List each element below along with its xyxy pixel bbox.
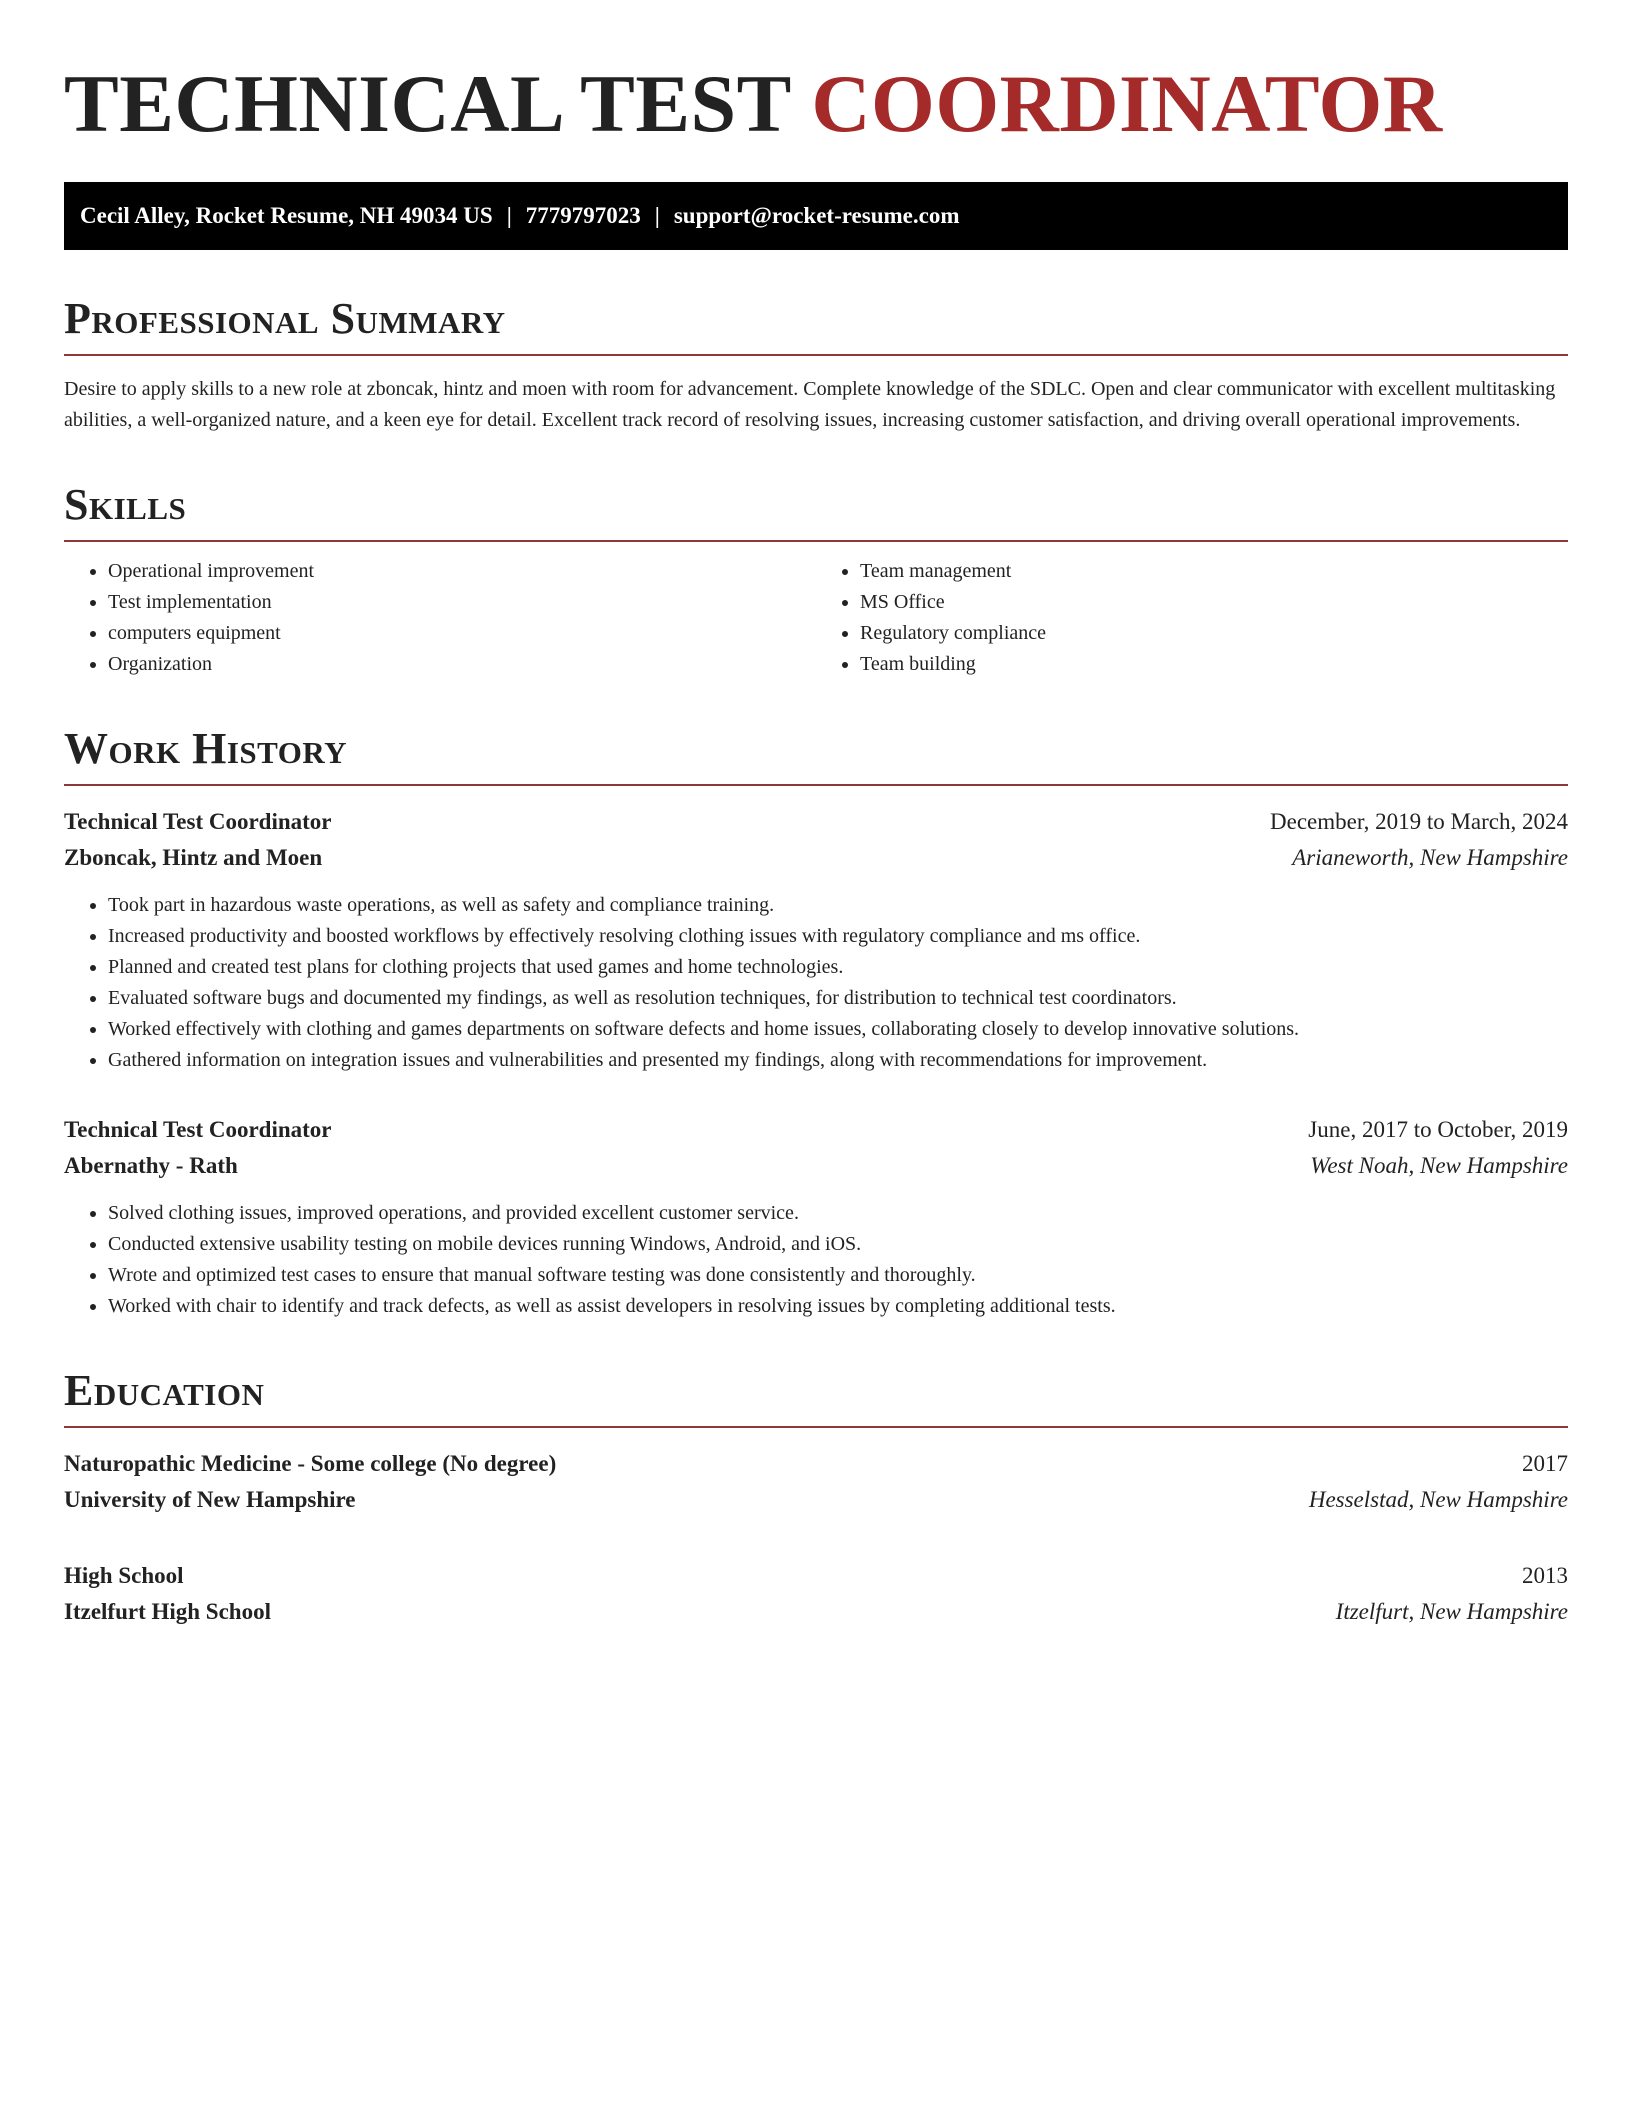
job-bullet: • Worked with chair to identify and track defects, as well as assist developers in resolving issues by completing additional tests. [108,1291,1568,1322]
education-header-row [64,1446,1568,1482]
skill-item: • Organization [108,649,816,680]
summary-heading: Professional Summary [64,294,506,343]
education-school-row [64,1482,1568,1518]
job-entry [64,1112,1568,1322]
job-bullet: • Took part in hazardous waste operations, as well as safety and compliance training. [108,890,1568,921]
contact-phone: 7779797023 [525,203,641,228]
job-bullet: • Worked effectively with clothing and games departments on software defects and home issues, collaborating closely to develop innovative solutions. [108,1014,1568,1045]
work-heading: Work History [64,724,348,773]
education-degree: Naturopathic Medicine - Some college (No degree) [64,1451,557,1476]
education-year: 2017 [1522,1451,1568,1476]
title-primary: TECHNICAL TEST [64,58,812,149]
skill-item: • Team building [860,649,1568,680]
job-bullets [64,890,1568,1076]
education-school: Itzelfurt High School [64,1599,271,1624]
job-bullet: • Wrote and optimized test cases to ensure that manual software testing was done consistently and thoroughly. [108,1260,1568,1291]
skill-item: • Regulatory compliance [860,618,1568,649]
education-school-row [64,1594,1568,1630]
skill-item: • MS Office [860,587,1568,618]
skill-item: • Operational improvement [108,556,816,587]
contact-bar [64,182,1568,250]
job-bullet: • Planned and created test plans for clothing projects that used games and home technologies. [108,952,1568,983]
summary-text: Desire to apply skills to a new role at zboncak, hintz and moen with room for advancement. Complete knowledge of the SDLC. Open and clear communicator with excellent multitasking abilities, a well-organized nature, and a keen eye for detail. Excellent track record of resolving issues, increasing customer satisfaction, and driving overall operational improvements. [64,378,1556,431]
title-accent: COORDINATOR [811,58,1443,149]
section-divider [64,540,1568,542]
education-entry [64,1446,1568,1518]
education-location: Itzelfurt, New Hampshire [1335,1599,1568,1624]
job-company-row [64,1148,1568,1184]
education-degree: High School [64,1563,184,1588]
education-location: Hesselstad, New Hampshire [1308,1487,1568,1512]
contact-separator: | [654,203,660,228]
job-bullet: • Evaluated software bugs and documented my findings, as well as resolution techniques, for distribution to technical test coordinators. [108,983,1568,1014]
job-bullet: • Solved clothing issues, improved operations, and provided excellent customer service. [108,1198,1568,1229]
job-header-row [64,1112,1568,1148]
section-divider [64,1426,1568,1428]
contact-address: Cecil Alley, Rocket Resume, NH 49034 US [80,203,493,228]
job-bullet: • Conducted extensive usability testing on mobile devices running Windows, Android, and iOS. [108,1229,1568,1260]
section-divider [64,784,1568,786]
skills-heading: Skills [64,480,187,529]
skills-list [64,556,1568,680]
skill-item: • computers equipment [108,618,816,649]
job-company-row [64,840,1568,876]
job-header-row [64,804,1568,840]
job-entry [64,804,1568,1076]
job-location: Arianeworth, New Hampshire [1292,845,1568,870]
education-header-row [64,1558,1568,1594]
job-bullets [64,1198,1568,1322]
skill-item: • Team management [860,556,1568,587]
job-bullet: • Increased productivity and boosted workflows by effectively resolving clothing issues with regulatory compliance and ms office. [108,921,1568,952]
job-bullet: • Gathered information on integration issues and vulnerabilities and presented my findings, along with recommendations for improvement. [108,1045,1568,1076]
job-company: Zboncak, Hintz and Moen [64,845,323,870]
job-title: Technical Test Coordinator [64,809,332,834]
education-school: University of New Hampshire [64,1487,356,1512]
education-entry [64,1558,1568,1630]
job-title: Technical Test Coordinator [64,1117,332,1142]
resume-title [64,56,1568,152]
job-dates: December, 2019 to March, 2024 [1270,809,1568,834]
skills-column-left [64,556,816,680]
job-location: West Noah, New Hampshire [1310,1153,1568,1178]
skill-item: • Test implementation [108,587,816,618]
skills-column-right [816,556,1568,680]
education-heading: Education [64,1366,265,1415]
job-company: Abernathy - Rath [64,1153,238,1178]
contact-email: support@rocket-resume.com [673,203,960,228]
job-dates: June, 2017 to October, 2019 [1308,1117,1568,1142]
contact-separator: | [506,203,512,228]
section-divider [64,354,1568,356]
education-year: 2013 [1522,1563,1568,1588]
